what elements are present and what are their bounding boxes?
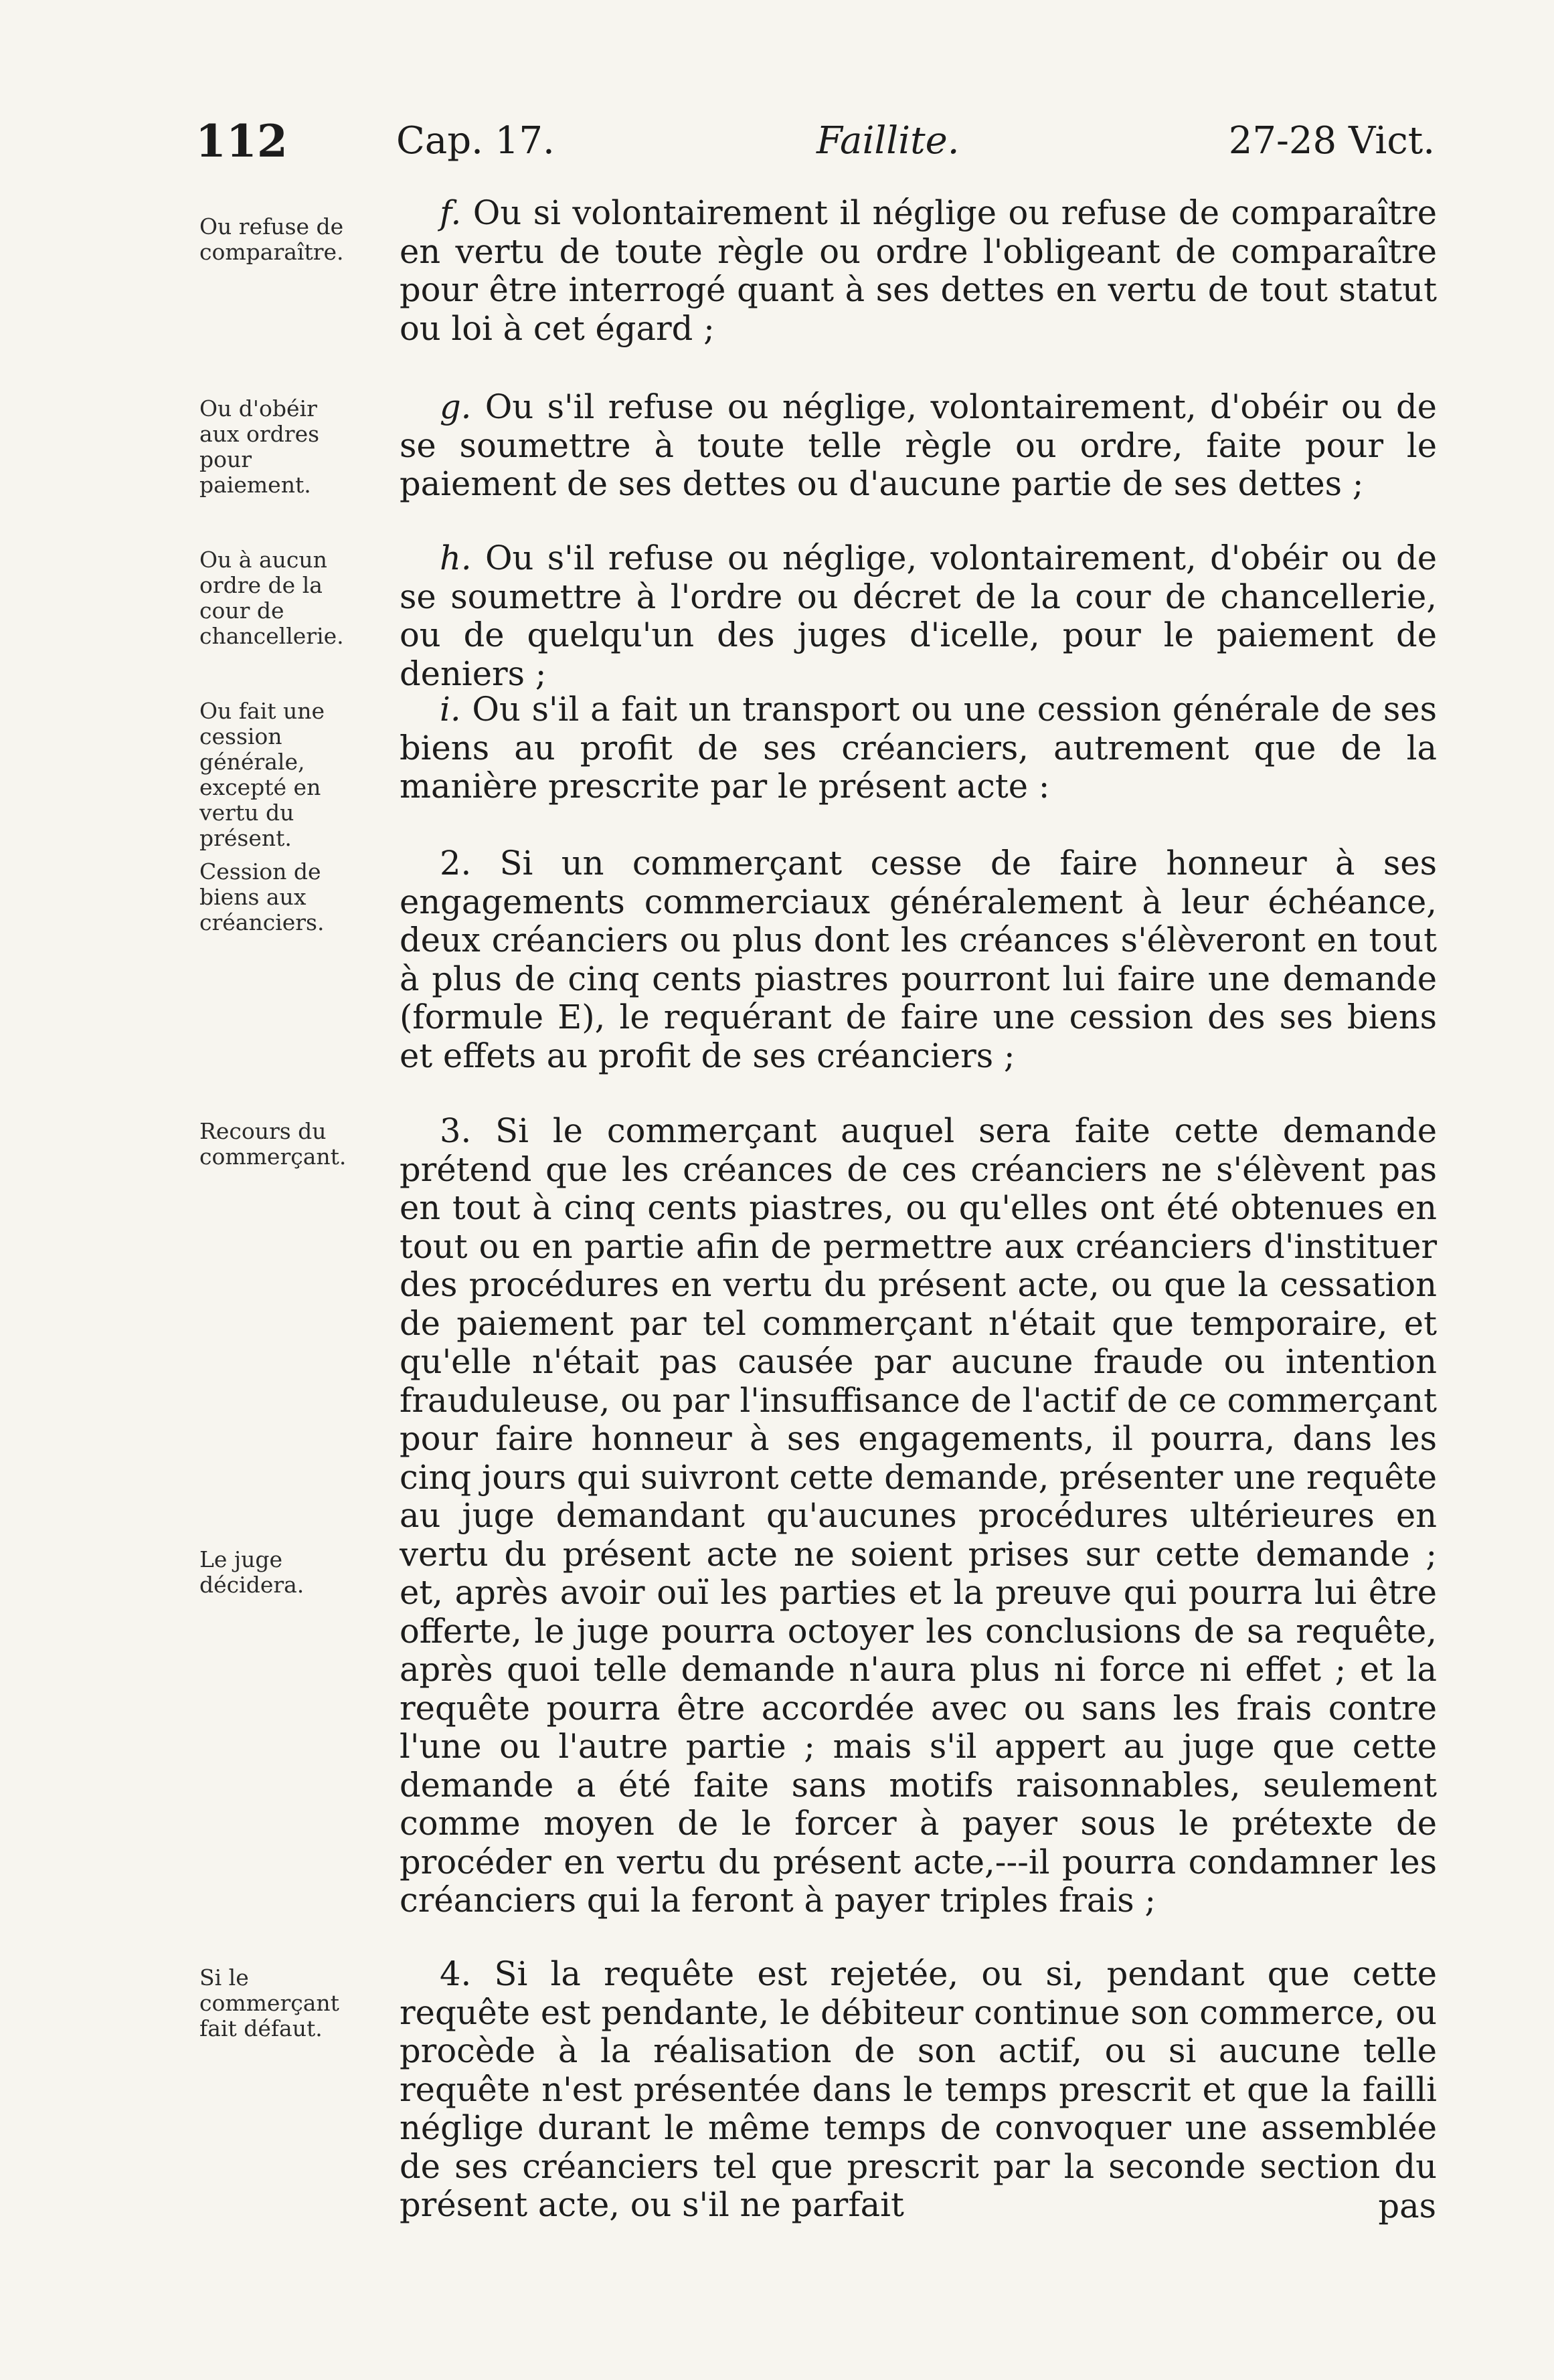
margin-note-obeir-ordres	[199, 396, 400, 498]
paragraph-label: h.	[440, 539, 472, 577]
paragraph-label: i.	[440, 690, 461, 729]
paragraph-text: Ou s'il a fait un transport ou une cession générale de ses biens au profit de ses créanciers, autrement que de la manière prescrite par le présent acte :	[400, 690, 1437, 806]
paragraph-label: g.	[440, 387, 472, 426]
paragraph-text: Ou si volontairement il néglige ou refuse de comparaître en vertu de toute règle ou ordre l'obligeant de comparaître pour être interrogé quant à ses dettes en vertu de tout statut ou loi à cet égard ;	[400, 193, 1437, 348]
margin-note-text: Ou refuse de comparaître.	[199, 213, 344, 265]
paragraph-text: Si le commerçant auquel sera faite cette demande prétend que les créances de ces créanciers ne s'élèvent pas en tout à cinq cents piastres, ou qu'elles ont été obtenues en tout ou en partie afin de permettre aux créanciers d'instituer des procédures en vertu du présent acte, ou que la cessation de paiement par tel commerçant n'était que temporaire, et qu'elle n'était pas causée par aucune fraude ou intention frauduleuse, ou par l'insuffisance de l'actif de ce commerçant pour faire honneur à ses engagements, il pourra, dans les cinq jours qui suivront cette demande, présenter une requête au juge demandant qu'aucunes procédures ultérieures en vertu du présent acte ne soient prises sur cette demande ; et, après avoir ouï les parties et la preuve qui pourra lui être offerte, le juge pourra octoyer les conclusions de sa requête, après quoi telle demande n'aura plus ni force ni effet ; et la requête pourra être accordée avec ou sans les frais contre l'une ou l'autre partie ; mais s'il appert au juge que cette demande a été faite sans motifs raisonnables, seulement comme moyen de le forcer à payer sous le prétexte de procéder en vertu du présent acte,---il pourra condamner les créanciers qui la feront à payer triples frais ;	[400, 1111, 1437, 1920]
margin-note-text: Ou à aucun ordre de la cour de chancellerie.	[199, 547, 344, 649]
page-title: Faillite.	[816, 119, 960, 163]
margin-note-text: Si le commerçant fait défaut.	[199, 1964, 339, 2041]
paragraph-text: Si un commerçant cesse de faire honneur à ses engagements commerciaux généralement à leur échéance, deux créanciers ou plus dont les créances s'élèveront en tout à plus de cinq cents piastres pourront lui faire une demande (formule E), le requérant de faire une cession des ses biens et effets au profit de ses créanciers ;	[400, 844, 1437, 1075]
margin-note-juge-decidera	[199, 1547, 400, 1598]
margin-note-text: Le juge décidera.	[199, 1546, 305, 1598]
margin-note-cession-generale	[199, 699, 400, 851]
margin-note-text: Cession de biens aux créanciers.	[199, 858, 325, 935]
catchword: pas	[1378, 2187, 1436, 2225]
section-number: 2.	[440, 844, 472, 883]
paragraph-label: f.	[440, 193, 462, 232]
paragraph-h	[400, 539, 1437, 693]
paragraph-text: Si la requête est rejetée, ou si, pendant que cette requête est pendante, le débiteur continue son commerce, ou procède à la réalisation de son actif, ou si aucune telle requête n'est présentée dans le temps prescrit et que la failli néglige durant le même temps de convoquer une assemblée de ses créanciers tel que prescrit par la seconde section du présent acte, ou s'il ne parfait	[400, 1954, 1437, 2224]
paragraph-i	[400, 691, 1437, 806]
section-4	[400, 1955, 1437, 2225]
margin-note-text: Recours du commerçant.	[199, 1118, 347, 1170]
section-3	[400, 1112, 1437, 1920]
section-number: 4.	[440, 1954, 472, 1993]
chapter-reference: Cap. 17.	[396, 119, 555, 163]
margin-note-recours-commercant	[199, 1119, 400, 1170]
paragraph-f	[400, 194, 1437, 348]
paragraph-text: Ou s'il refuse ou néglige, volontairement, d'obéir ou de se soumettre à toute telle règle ou ordre, faite pour le paiement de ses dettes ou d'aucune partie de ses dettes ;	[400, 387, 1437, 503]
regnal-year: 27-28 Vict.	[1228, 119, 1435, 163]
paragraph-g	[400, 388, 1437, 504]
paragraph-text: Ou s'il refuse ou néglige, volontairement, d'obéir ou de se soumettre à l'ordre ou décret de la cour de chancellerie, ou de quelqu'un des juges d'icelle, pour le paiement de deniers ;	[400, 539, 1437, 693]
section-2	[400, 844, 1437, 1075]
margin-note-cour-chancellerie	[199, 547, 400, 649]
margin-note-commercant-defaut	[199, 1965, 400, 2041]
running-header	[0, 115, 1554, 178]
margin-note-refuse-comparaitre	[199, 214, 400, 265]
margin-note-cession-biens	[199, 859, 400, 935]
margin-note-text: Ou d'obéir aux ordres pour paiement.	[199, 395, 320, 498]
margin-note-text: Ou fait une cession générale, excepté en vertu du présent.	[199, 698, 325, 851]
page-number: 112	[195, 115, 288, 167]
section-number: 3.	[440, 1111, 472, 1150]
